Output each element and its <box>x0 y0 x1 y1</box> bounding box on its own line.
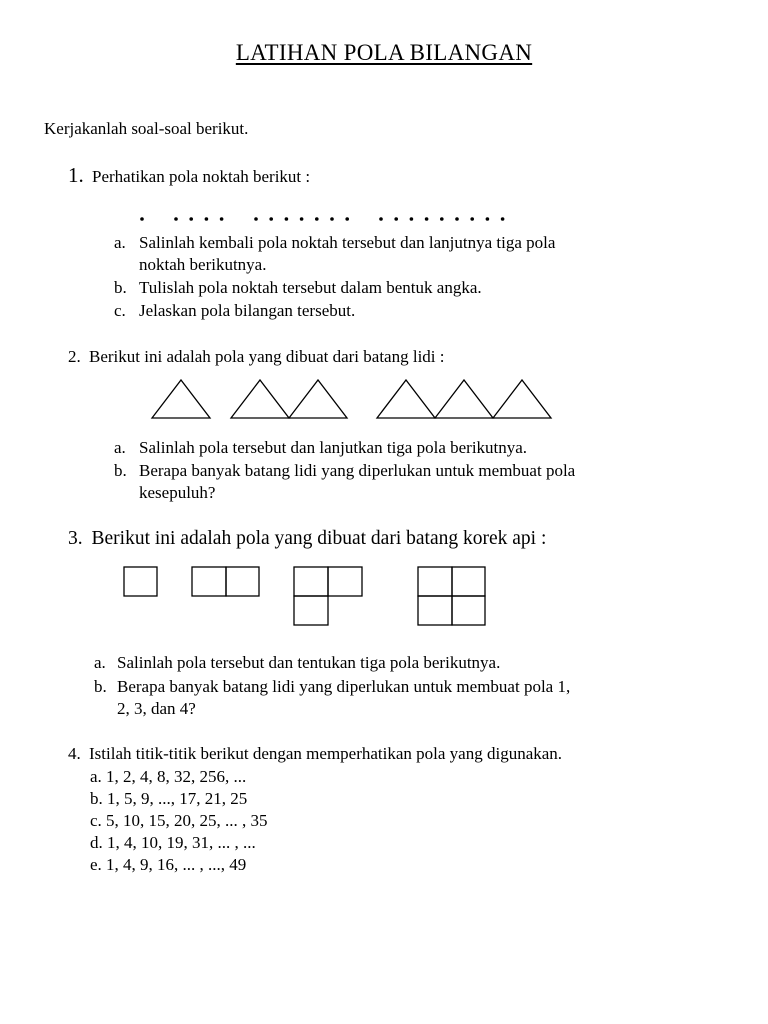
q3-item-a <box>94 652 501 674</box>
square-4-4 <box>452 596 485 625</box>
q3-item-b <box>94 676 571 718</box>
list-item <box>90 766 268 788</box>
q4-number: 4. <box>68 744 81 763</box>
q4-heading <box>68 743 562 765</box>
square-4-1 <box>418 567 452 596</box>
q3-text: Berikut ini adalah pola yang dibuat dari batang korek api : <box>91 528 547 549</box>
q1-number: 1. <box>68 163 84 187</box>
q4-item-label: a. <box>90 767 102 786</box>
q4-item-sequence: 1, 2, 4, 8, 32, 256, ... <box>106 767 247 786</box>
q1-item-a-label: a. <box>114 233 126 252</box>
q4-list <box>90 766 268 876</box>
q2-text: Berikut ini adalah pola yang dibuat dari batang lidi : <box>89 347 445 366</box>
q2-item-a-text: Salinlah pola tersebut dan lanjutkan tiga pola berikutnya. <box>139 438 528 457</box>
list-item <box>90 788 268 810</box>
q4-item-sequence: 1, 4, 10, 19, 31, ... , ... <box>107 833 256 852</box>
q2-item-a-label: a. <box>114 438 126 457</box>
intro-text: Kerjakanlah soal-soal berikut. <box>44 119 249 138</box>
q1-item-c-label: c. <box>114 301 126 320</box>
q2-item-b-line2: kesepuluh? <box>139 483 216 502</box>
list-item <box>90 810 268 832</box>
q3-item-a-text: Salinlah pola tersebut dan tentukan tiga pola berikutnya. <box>117 653 501 672</box>
q1-item-a-line1: Salinlah kembali pola noktah tersebut dan lanjutnya tiga pola <box>139 233 556 252</box>
q2-item-b-label: b. <box>114 461 127 480</box>
q4-item-label: e. <box>90 855 102 874</box>
square-3-3 <box>294 596 328 625</box>
q1-text: Perhatikan pola noktah berikut : <box>92 167 311 186</box>
q3-item-b-label: b. <box>94 677 107 696</box>
q4-item-sequence: 1, 4, 9, 16, ... , ..., 49 <box>106 855 247 874</box>
q1-item-b-text: Tulislah pola noktah tersebut dalam bentuk angka. <box>139 278 482 297</box>
page-title: LATIHAN POLA BILANGAN <box>235 40 533 65</box>
q3-item-b-line2: 2, 3, dan 4? <box>117 699 196 718</box>
square-2-1 <box>192 567 226 596</box>
q1-item-a-line2: noktah berikutnya. <box>139 255 267 274</box>
q2-item-b-line1: Berapa banyak batang lidi yang diperlukan untuk membuat pola <box>139 461 576 480</box>
q4-item-label: d. <box>90 833 103 852</box>
square-4-3 <box>418 596 452 625</box>
list-item <box>90 832 268 854</box>
square-3-2 <box>328 567 362 596</box>
q4-item-label: b. <box>90 789 103 808</box>
q4-item-sequence: 5, 10, 15, 20, 25, ... , 35 <box>106 811 268 830</box>
q4-item-sequence: 1, 5, 9, ..., 17, 21, 25 <box>107 789 248 808</box>
q4-text: Istilah titik-titik berikut dengan memperhatikan pola yang digunakan. <box>89 744 563 763</box>
square-4-2 <box>452 567 485 596</box>
q2-number: 2. <box>68 347 81 366</box>
list-item <box>90 854 268 876</box>
q1-item-b-label: b. <box>114 278 127 297</box>
q1-item-c-text: Jelaskan pola bilangan tersebut. <box>139 301 356 320</box>
q3-item-a-label: a. <box>94 653 106 672</box>
q3-item-b-line1: Berapa banyak batang lidi yang diperlukan untuk membuat pola 1, <box>117 677 571 696</box>
square-3-1 <box>294 567 328 596</box>
square-2-2 <box>226 567 259 596</box>
q3-number: 3. <box>68 528 83 549</box>
q4-item-label: c. <box>90 811 102 830</box>
square-1-1 <box>124 567 157 596</box>
